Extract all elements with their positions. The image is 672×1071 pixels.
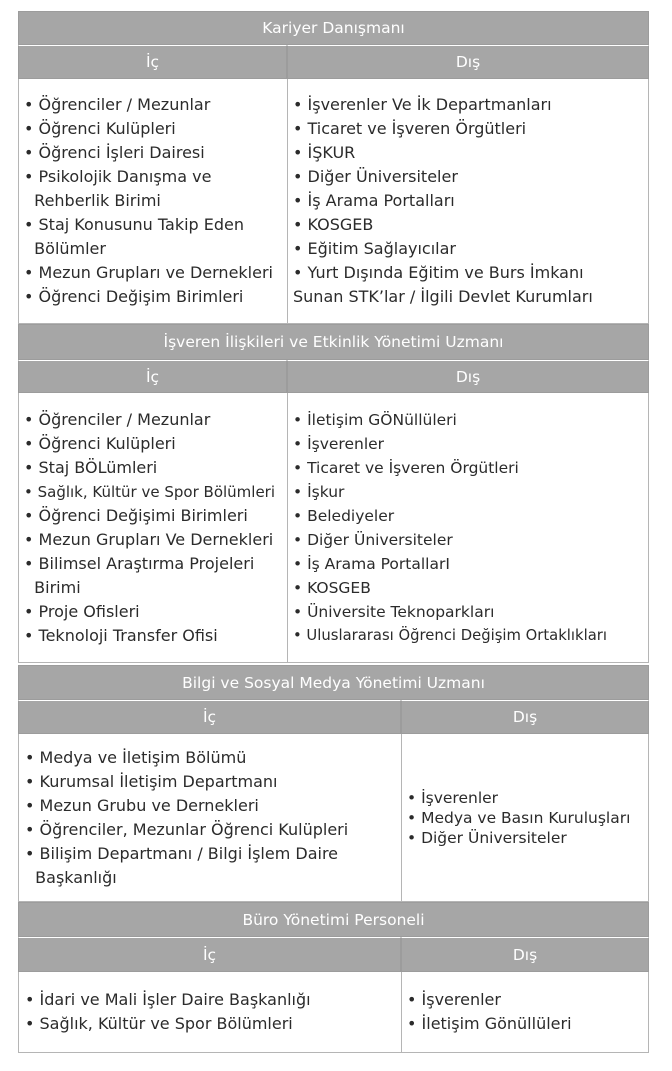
list-item: • Mezun Grupları ve Dernekleri	[24, 263, 273, 282]
internal-header: İç	[18, 360, 287, 393]
list-item: • Diğer Üniversiteler	[407, 828, 567, 847]
internal-header: İç	[18, 937, 401, 972]
external-header: Dış	[401, 700, 649, 734]
list-item: • Yurt Dışında Eğitim ve Burs İmkanı	[293, 263, 584, 282]
list-item: • Öğrenci Kulüpleri	[24, 119, 176, 138]
list-item: • İletişim Gönüllüleri	[407, 1014, 572, 1033]
section-title: Bilgi ve Sosyal Medya Yönetimi Uzmanı	[18, 665, 649, 700]
list-item: • Diğer Üniversiteler	[293, 167, 458, 186]
list-item: • Mezun Grubu ve Dernekleri	[25, 795, 259, 815]
external-header: Dış	[287, 45, 649, 79]
list-item: • Staj Konusunu Takip Eden	[24, 215, 245, 234]
list-item: Birimi	[24, 577, 81, 597]
list-item: • Staj BÖLümleri	[24, 457, 158, 477]
list-item: • KOSGEB	[293, 215, 374, 234]
list-item: • Eğitim Sağlayıcılar	[293, 239, 456, 258]
internal-header: İç	[18, 45, 287, 79]
list-item: • Öğrenci Değişimi Birimleri	[24, 505, 248, 525]
external-stakeholders-cell	[287, 393, 649, 663]
list-item: • Öğrenciler / Mezunlar	[24, 95, 211, 114]
internal-stakeholders-cell	[18, 734, 402, 902]
list-item: • Teknoloji Transfer Ofisi	[24, 625, 218, 645]
section-bilgi-sosyal-medya	[18, 665, 649, 902]
list-item: • Sağlık, Kültür ve Spor Bölümleri	[25, 1014, 293, 1033]
list-item: • İşverenler	[407, 990, 501, 1009]
list-item: • Kurumsal İletişim Departmanı	[25, 771, 278, 791]
section-isveren-iliskileri	[18, 324, 649, 663]
list-item: • İşverenler	[407, 788, 499, 807]
list-item: • Ticaret ve İşveren Örgütleri	[293, 458, 519, 477]
list-item: • İdari ve Mali İşler Daire Başkanlığı	[25, 990, 311, 1009]
internal-stakeholders-cell	[18, 393, 288, 663]
external-header: Dış	[287, 360, 649, 393]
list-item: Rehberlik Birimi	[24, 191, 161, 210]
list-item: • İŞKUR	[293, 143, 356, 162]
internal-header: İç	[18, 700, 401, 734]
list-item: • Öğrenciler, Mezunlar Öğrenci Kulüpleri	[25, 819, 349, 839]
section-title: Büro Yönetimi Personeli	[18, 902, 649, 937]
list-item: • Sağlık, Kültür ve Spor Bölümleri	[24, 482, 276, 501]
section-title: İşveren İlişkileri ve Etkinlik Yönetimi Uzmanı	[18, 324, 649, 360]
list-item: • İşkur	[293, 482, 345, 501]
section-title: Kariyer Danışmanı	[18, 11, 649, 45]
list-item: • Mezun Grupları Ve Dernekleri	[24, 529, 274, 549]
list-item: • Belediyeler	[293, 506, 395, 525]
list-item: • İletişim GÖNüllüleri	[293, 410, 457, 429]
list-item: • Öğrenciler / Mezunlar	[24, 409, 211, 429]
list-item: • Proje Ofisleri	[24, 601, 140, 621]
external-stakeholders-cell	[287, 79, 649, 324]
list-item: • Medya ve Basın Kuruluşları	[407, 808, 631, 827]
list-item: • İş Arama Portalları	[293, 191, 455, 210]
list-item: Başkanlığı	[25, 867, 117, 887]
list-item: • Bilimsel Araştırma Projeleri	[24, 553, 255, 573]
section-buro-yonetimi	[18, 902, 649, 1053]
list-item: • Öğrenci Değişim Birimleri	[24, 287, 244, 306]
list-item: • İşverenler	[293, 434, 385, 453]
internal-stakeholders-cell	[18, 79, 288, 324]
list-item: • Ticaret ve İşveren Örgütleri	[293, 119, 527, 138]
list-item: • KOSGEB	[293, 578, 371, 597]
internal-stakeholders-cell	[18, 972, 402, 1053]
list-item: • Psikolojik Danışma ve	[24, 167, 212, 186]
list-item: • İşverenler Ve İk Departmanları	[293, 95, 552, 114]
external-stakeholders-cell	[401, 972, 649, 1053]
list-item: • Üniversite Teknoparkları	[293, 602, 495, 621]
external-stakeholders-cell	[401, 734, 649, 902]
list-item: • Diğer Üniversiteler	[293, 530, 453, 549]
list-item: Sunan STK’lar / İlgili Devlet Kurumları	[293, 287, 593, 306]
list-item: • Öğrenci İşleri Dairesi	[24, 143, 205, 162]
external-header: Dış	[401, 937, 649, 972]
section-kariyer-danismani	[18, 11, 649, 324]
list-item: • Bilişim Departmanı / Bilgi İşlem Daire	[25, 843, 339, 863]
list-item: • İş Arama PortallarI	[293, 554, 450, 573]
list-item: • Öğrenci Kulüpleri	[24, 433, 176, 453]
list-item: Bölümler	[24, 239, 106, 258]
list-item: • Medya ve İletişim Bölümü	[25, 747, 247, 767]
list-item: • Uluslararası Öğrenci Değişim Ortaklıkları	[293, 626, 607, 644]
